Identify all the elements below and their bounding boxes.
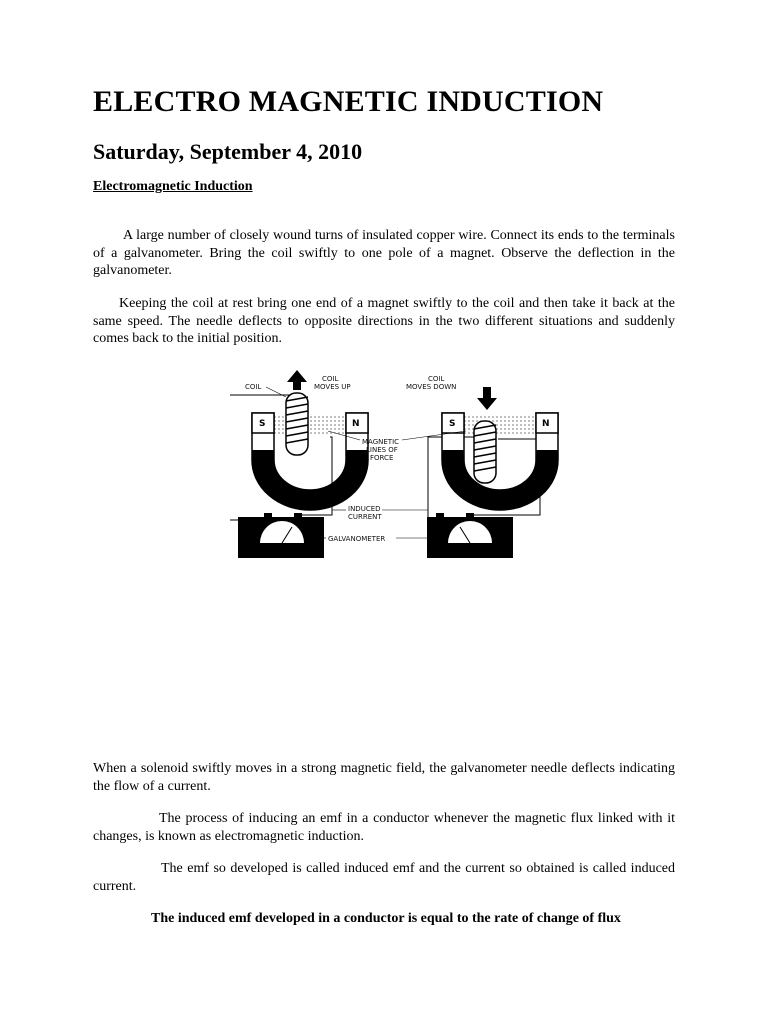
arrow-down-icon [477,387,497,410]
left-s-label: S [259,419,266,429]
right-s-label: S [449,419,456,429]
coil-moves-down-label-1: COIL [428,375,445,383]
coil-label: COIL [245,383,262,391]
magnetic-lines-label-1: MAGNETIC [362,438,400,446]
paragraph-coil-experiment: A large number of closely wound turns of insulated copper wire. Connect its ends to the terminals of a galvanometer. Bring the coil swiftly to one pole of a magnet. Observe the deflection in the galvanometer. [93,228,675,278]
left-field-lines [274,417,346,433]
paragraph-magnet-experiment: Keeping the coil at rest bring one end of a magnet swiftly to the coil and then take it back at the same speed. The needle deflects to opposite directions in the two different situations and suddenly comes back to the initial position. [93,296,675,346]
induction-diagram [230,365,690,565]
arrow-up-icon [287,370,307,390]
post-date: Saturday, September 4, 2010 [93,139,363,164]
induced-current-label-1: INDUCED [348,505,381,513]
paragraph-solenoid: When a solenoid swiftly moves in a strong magnetic field, the galvanometer needle deflects indicating the flow of a current. [93,761,675,794]
coil-moves-up-label-1: COIL [322,375,339,383]
coil-moves-up-label-2: MOVES UP [314,383,351,391]
left-magnet-dark [252,450,368,510]
right-magnet-dark [442,450,558,510]
galvanometer-label: GALVANOMETER [328,535,386,543]
left-coil [286,393,308,455]
right-n-label: N [542,419,550,429]
coil-moves-down-label-2: MOVES DOWN [406,383,457,391]
right-setup [406,375,558,558]
left-galvanometer [238,513,324,558]
magnetic-lines-label-2: LINES OF [366,446,398,454]
page-title: ELECTRO MAGNETIC INDUCTION [93,85,604,118]
paragraph-faraday-law: The induced emf developed in a conductor is equal to the rate of change of flux [151,911,621,926]
right-coil [474,421,496,483]
section-heading: Electromagnetic Induction [93,179,253,194]
induced-current-label-2: CURRENT [348,513,382,521]
left-n-label: N [352,419,360,429]
magnetic-lines-label-3: FORCE [370,454,394,462]
right-galvanometer [427,513,513,558]
paragraph-definition: The process of inducing an emf in a conductor whenever the magnetic flux linked with it changes, is known as electromagnetic induction. [93,811,675,844]
paragraph-induced-emf: The emf so developed is called induced emf and the current so obtained is called induced current. [93,861,675,894]
left-setup [230,370,368,558]
